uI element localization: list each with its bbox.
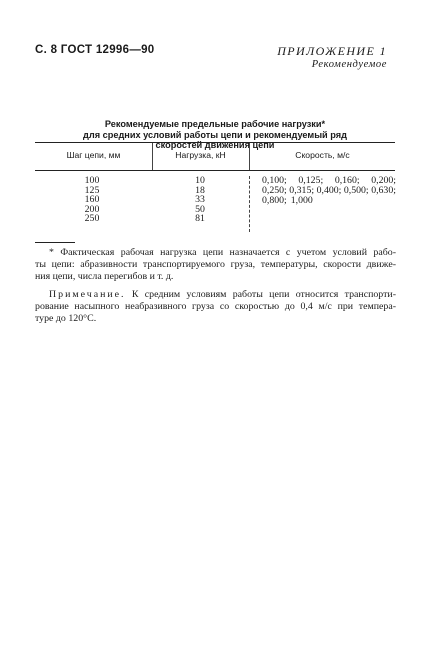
- speed-value: 1,000: [290, 195, 313, 207]
- speed-value: 0,400;: [316, 185, 342, 197]
- column-divider: [249, 176, 250, 232]
- speed-column: [262, 176, 396, 207]
- table-title-line: Рекомендуемые предельные рабочие нагрузки*: [104, 119, 326, 129]
- pitch-value: 125: [84, 184, 100, 196]
- speed-value: 0,125;: [298, 175, 324, 186]
- speed-value: 0,315;: [289, 185, 315, 197]
- note-line: рование насыпного неабразивного груза со скоростью до 0,4 м/с при темпера-: [35, 301, 396, 312]
- appendix-title: ПРИЛОЖЕНИЕ 1: [277, 44, 387, 58]
- speed-value: 0,200;: [371, 175, 396, 186]
- table-title-line: для средних условий работы цепи и рекомендуемый ряд: [83, 129, 347, 140]
- header-speed: Скорость, м/с: [295, 150, 350, 160]
- load-value: 18: [195, 184, 205, 196]
- appendix-heading: [277, 44, 387, 72]
- pitch-value: 250: [84, 213, 100, 225]
- pitch-value: 200: [84, 203, 100, 215]
- note-text: К средним условиям работы цепи относится транспорти-: [131, 289, 397, 300]
- speed-row: [262, 196, 396, 206]
- footnote-line: ты цепи: абразивности транспортируемого груза, температуры, скорости движе-: [35, 259, 396, 270]
- pitch-column: [72, 176, 112, 224]
- table-title-line: скоростей движения цепи: [155, 140, 275, 150]
- note-line: туре до 120°С.: [35, 313, 97, 324]
- note-label: Примечание.: [49, 289, 126, 300]
- column-divider: [249, 143, 250, 170]
- footnote: [35, 247, 396, 283]
- footnote-rule: [35, 242, 75, 243]
- header-load: Нагрузка, кН: [175, 150, 226, 160]
- header-pitch: Шаг цепи, мм: [66, 150, 121, 160]
- speed-value: 0,500;: [343, 185, 369, 197]
- load-value: 81: [195, 213, 205, 225]
- load-column: [185, 176, 215, 224]
- load-value: 50: [195, 203, 205, 215]
- pitch-value: 160: [84, 194, 100, 206]
- speed-value: 0,250;: [262, 185, 287, 197]
- appendix-subtitle: Рекомендуемое: [311, 59, 387, 70]
- speed-value: 0,800;: [262, 195, 287, 207]
- column-divider: [152, 143, 153, 170]
- page-header: С. 8 ГОСТ 12996—90: [35, 44, 155, 56]
- speed-value: 0,630;: [371, 185, 396, 197]
- load-value: 33: [195, 194, 205, 206]
- footnote-line: * Фактическая рабочая нагрузка цепи назначается с учетом условий рабо-: [49, 247, 396, 258]
- pitch-value: 100: [84, 175, 100, 186]
- load-value: 10: [195, 175, 205, 186]
- footnote-line: ния цепи, числа перегибов и т. д.: [35, 271, 174, 282]
- note-line: [35, 289, 396, 301]
- table-header-rule: [35, 170, 395, 171]
- note: [35, 289, 396, 325]
- speed-value: 0,160;: [334, 175, 360, 186]
- speed-value: 0,100;: [262, 175, 287, 186]
